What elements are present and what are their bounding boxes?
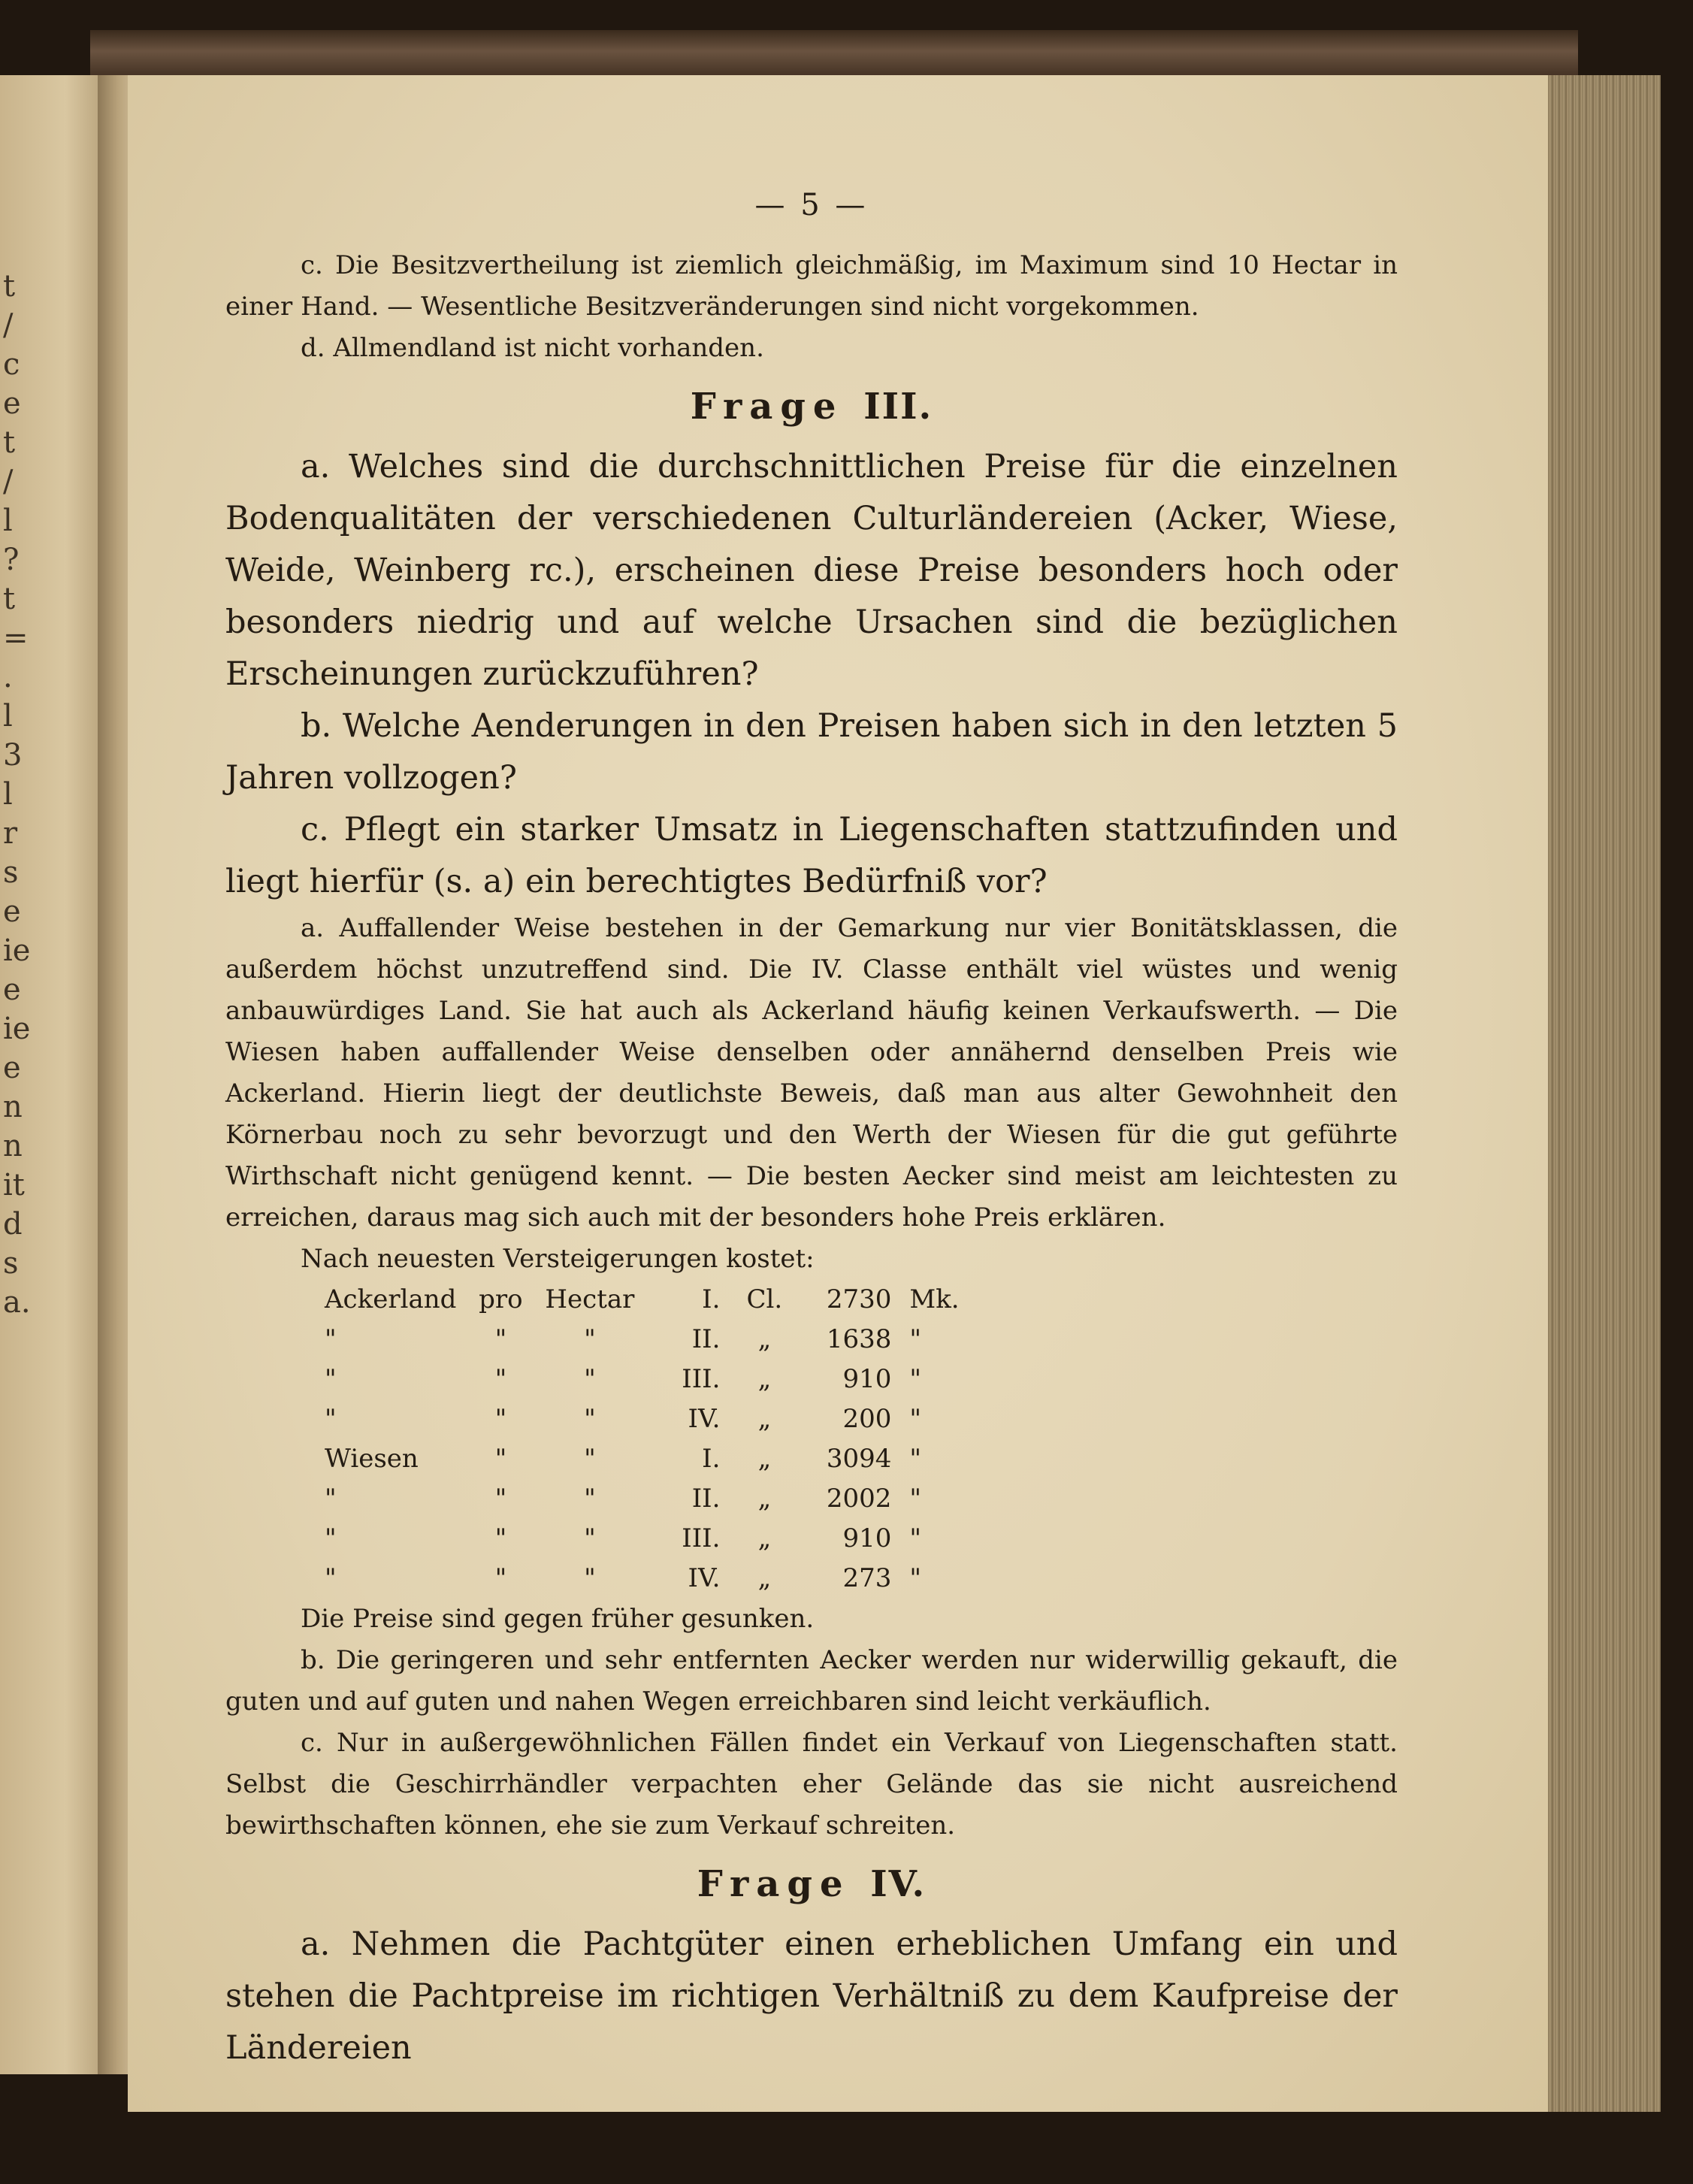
left-page-fragments	[3, 271, 30, 1318]
price-class-abbr: „	[757, 1563, 772, 1593]
left-page-fragment: 3	[3, 738, 23, 773]
price-class-abbr: „	[757, 1523, 772, 1553]
price-label: "	[325, 1364, 337, 1394]
price-label: Ackerland	[325, 1284, 457, 1314]
price-label: "	[325, 1563, 337, 1593]
price-area-unit: "	[584, 1324, 596, 1354]
price-value: 1638	[826, 1324, 892, 1354]
price-pro: "	[494, 1484, 507, 1514]
price-row	[316, 1399, 971, 1439]
left-page-fragment: l	[3, 777, 13, 812]
price-class: IV.	[688, 1404, 721, 1434]
price-value: 910	[842, 1523, 892, 1553]
price-class: I.	[702, 1284, 721, 1314]
price-class-abbr: „	[757, 1324, 772, 1354]
left-page-fragment: t	[3, 582, 16, 616]
price-area-unit: "	[584, 1563, 596, 1593]
after-table-note: Die Preise sind gegen früher gesunken.	[301, 1604, 815, 1634]
price-row	[316, 1519, 971, 1559]
price-pro: pro	[479, 1284, 523, 1314]
price-pro: "	[494, 1444, 507, 1474]
price-class: III.	[682, 1364, 721, 1394]
frage-3-question-c: c. Pflegt ein starker Umsatz in Liegenschaften stattzufinden und liegt hierfür (s. a) ein berechtigtes Bedürfniß vor?	[225, 811, 1398, 900]
left-page-fragment: t	[3, 269, 16, 304]
price-area-unit: "	[584, 1364, 596, 1394]
frage-3-question-a: a. Welches sind die durchschnittlichen Preise für die einzelnen Bodenqualitäten der verschiedenen Culturländereien (Acker, Wiese, Weide, Weinberg rc.), erscheinen diese Preise besonders hoch oder besonders niedrig und auf welche Ursachen sind die bezüglichen Erscheinungen zurückzuführen?	[225, 448, 1398, 693]
price-area-unit: "	[584, 1523, 596, 1553]
left-page-fragment: r	[3, 816, 18, 851]
frage-4-numeral: IV.	[870, 1863, 927, 1905]
price-class-abbr: „	[757, 1404, 772, 1434]
left-page-fragment: n	[3, 1129, 23, 1163]
frage-3-numeral: III.	[863, 386, 933, 428]
left-page-fragment: e	[3, 386, 21, 421]
left-page-fragment: ie	[3, 1012, 31, 1046]
price-row	[316, 1559, 971, 1599]
price-label: "	[325, 1404, 337, 1434]
frage-4-heading	[225, 1862, 1398, 1907]
price-currency: "	[909, 1324, 922, 1354]
left-page-fragment: l	[3, 699, 13, 734]
price-value: 3094	[826, 1444, 892, 1474]
frage-3-answer-a: a. Auffallender Weise bestehen in der Gemarkung nur vier Bonitätsklassen, die außerdem höchst unzutreffend sind. Die IV. Classe enthält viel wüstes und wenig anbauwürdiges Land. Sie hat auch als Ackerland häufig keinen Verkaufswerth. — Die Wiesen haben auffallender Weise denselben oder annähernd denselben Preis wie Ackerland. Hierin liegt der deutlichste Beweis, daß man aus alter Gewohnheit den Körnerbau noch zu sehr bevorzugt und den Werth der Wiesen für die gut geführte Wirthschaft nicht genügend kennt. — Die besten Aecker sind meist am leichtesten zu erreichen, daraus mag sich auch mit der besonders hohe Preis erklären.	[225, 913, 1398, 1233]
price-class: II.	[691, 1324, 721, 1354]
left-page-fragment: ?	[3, 543, 20, 577]
price-area-unit: Hectar	[545, 1284, 635, 1314]
left-page-fragment: s	[3, 1246, 19, 1281]
price-label: Wiesen	[325, 1444, 419, 1474]
price-value: 910	[842, 1364, 892, 1394]
price-value: 2002	[826, 1484, 892, 1514]
price-label: "	[325, 1484, 337, 1514]
price-table-intro: Nach neuesten Versteigerungen kostet:	[301, 1244, 815, 1274]
price-row	[316, 1320, 971, 1360]
left-page-fragment: l	[3, 504, 13, 538]
price-pro: "	[494, 1563, 507, 1593]
price-row	[316, 1360, 971, 1399]
left-page-fragment: ie	[3, 933, 31, 968]
frage-3-answer-b: b. Die geringeren und sehr entfernten Aecker werden nur widerwillig gekauft, die guten und auf guten und nahen Wegen erreichbaren sind leicht verkäuflich.	[225, 1645, 1398, 1717]
price-class: III.	[682, 1523, 721, 1553]
price-currency: "	[909, 1364, 922, 1394]
left-page-fragment: t	[3, 425, 16, 460]
price-currency: "	[909, 1523, 922, 1553]
price-value: 2730	[826, 1284, 892, 1314]
left-page-fragment: .	[3, 660, 13, 694]
price-table	[316, 1280, 971, 1599]
intro-paragraph-c: c. Die Besitzvertheilung ist ziemlich gleichmäßig, im Maximum sind 10 Hectar in einer Hand. — Wesentliche Besitzveränderungen sind nicht vorgekommen.	[225, 250, 1398, 322]
price-pro: "	[494, 1364, 507, 1394]
frage-3-answer-c: c. Nur in außergewöhnlichen Fällen findet ein Verkauf von Liegenschaften statt. Selbst die Geschirrhändler verpachten eher Gelände das sie nicht ausreichend bewirthschaften können, ehe sie zum Verkauf schreiten.	[225, 1728, 1398, 1841]
price-row	[316, 1280, 971, 1320]
left-page-fragment: c	[3, 347, 20, 382]
frage-3-label: Frage	[690, 386, 844, 428]
price-area-unit: "	[584, 1404, 596, 1434]
page-content	[225, 188, 1398, 2074]
frage-4-question-a: a. Nehmen die Pachtgüter einen erheblichen Umfang ein und stehen die Pachtpreise im richtigen Verhältniß zu dem Kaufpreise der Ländereien	[225, 1925, 1398, 2067]
left-page-fragment: =	[3, 621, 29, 655]
left-page-fragment: /	[3, 464, 14, 499]
left-page-fragment: e	[3, 894, 21, 929]
price-label: "	[325, 1523, 337, 1553]
price-currency: "	[909, 1404, 922, 1434]
left-page-fragment: it	[3, 1168, 25, 1202]
price-currency: "	[909, 1484, 922, 1514]
price-class-abbr: Cl.	[746, 1284, 783, 1314]
page-edges	[1548, 75, 1661, 2112]
price-value: 273	[842, 1563, 892, 1593]
left-page-fragment: a.	[3, 1285, 31, 1320]
left-page-fragment: s	[3, 855, 19, 890]
price-area-unit: "	[584, 1444, 596, 1474]
price-row	[316, 1439, 971, 1479]
price-class: IV.	[688, 1563, 721, 1593]
frage-3-heading	[225, 384, 1398, 429]
frage-4-label: Frage	[697, 1863, 851, 1905]
left-page-fragment: /	[3, 308, 14, 343]
price-value: 200	[842, 1404, 892, 1434]
price-currency: "	[909, 1444, 922, 1474]
price-currency: "	[909, 1563, 922, 1593]
price-class-abbr: „	[757, 1364, 772, 1394]
price-pro: "	[494, 1324, 507, 1354]
price-pro: "	[494, 1404, 507, 1434]
price-class: I.	[702, 1444, 721, 1474]
left-page-fragment: e	[3, 973, 21, 1007]
page-number: — 5 —	[754, 188, 869, 222]
price-currency: Mk.	[909, 1284, 960, 1314]
price-pro: "	[494, 1523, 507, 1553]
intro-paragraph-d: d. Allmendland ist nicht vorhanden.	[301, 333, 764, 363]
price-class-abbr: „	[757, 1444, 772, 1474]
price-class: II.	[691, 1484, 721, 1514]
left-page-fragment: n	[3, 1090, 23, 1124]
price-class-abbr: „	[757, 1484, 772, 1514]
price-area-unit: "	[584, 1484, 596, 1514]
frage-3-question-b: b. Welche Aenderungen in den Preisen haben sich in den letzten 5 Jahren vollzogen?	[225, 707, 1398, 797]
left-page-fragment: e	[3, 1051, 21, 1085]
left-page-fragment: d	[3, 1207, 23, 1242]
price-row	[316, 1479, 971, 1519]
price-label: "	[325, 1324, 337, 1354]
